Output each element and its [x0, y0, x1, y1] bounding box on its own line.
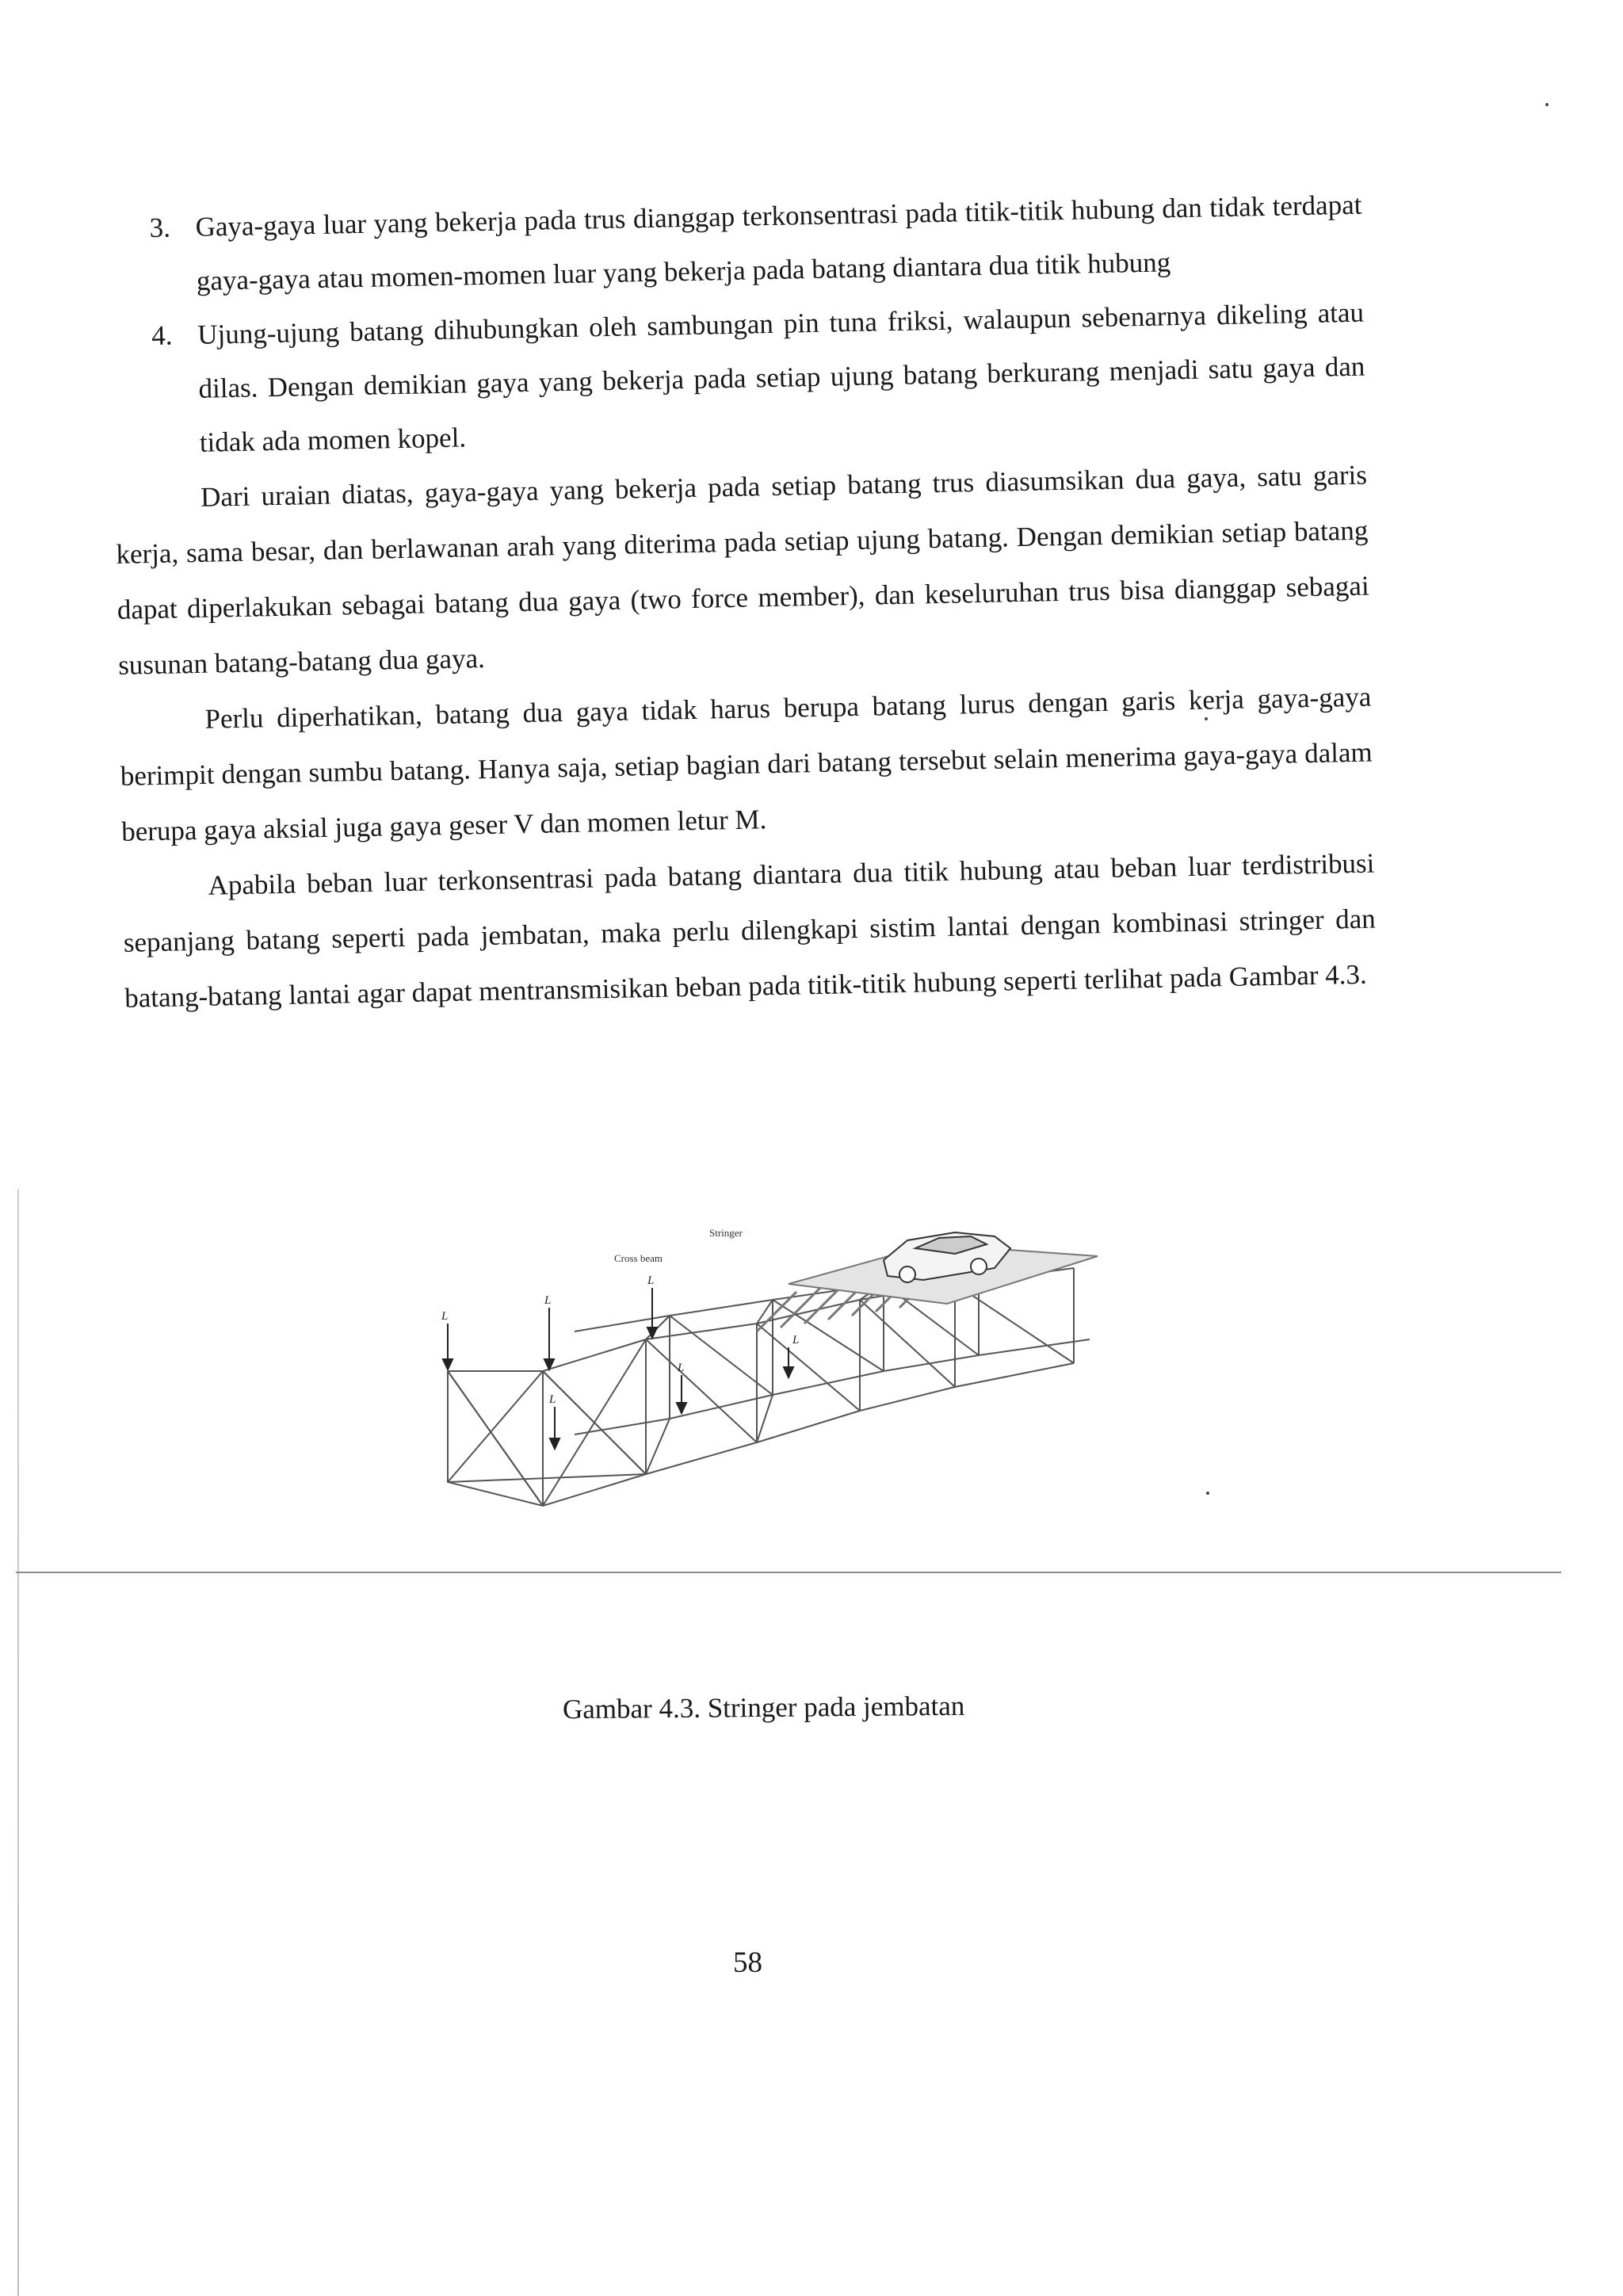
scan-edge [17, 1189, 19, 2296]
list-text: Ujung-ujung batang dihubungkan oleh sambungan pin tuna friksi, walaupun sebenarnya dikeling atau dilas. Dengan demikian gaya yang bekerja pada setiap ujung batang berkurang menjadi satu gaya dan tidak ada momen kopel. [197, 296, 1365, 458]
list-number: 4. [151, 319, 173, 352]
load-label: L [549, 1393, 556, 1406]
load-label: L [678, 1362, 685, 1374]
truss-bridge-illustration [440, 1213, 1161, 1688]
list-item [112, 286, 1367, 472]
paragraph: Apabila beban luar terkonsentrasi pada batang diantara dua titik hubung atau beban luar terdistribusi sepanjang batang seperti pada jembatan, maka perlu dilengkapi sistim lantai dengan kombinasi stringer dan batang-batang lantai agar dapat mentransmisikan beban pada titik-titik hubung seperti terlihat pada Gambar 4.3. [123, 847, 1377, 1014]
figure-caption: Gambar 4.3. Stringer pada jembatan [562, 1690, 965, 1725]
paragraph: Perlu diperhatikan, batang dua gaya tidak harus berupa batang lurus dengan garis kerja gaya-gaya berimpit dengan sumbu batang. Hanya saja, setiap bagian dari batang tersebut selain menerima gaya-gaya dalam berupa gaya aksial juga gaya geser V dan momen letur M. [120, 681, 1373, 847]
scan-speck [1206, 1492, 1209, 1495]
load-label: L [441, 1310, 449, 1323]
load-label: L [544, 1294, 552, 1307]
cross-beam-label: Cross beam [614, 1252, 663, 1264]
load-label: L [792, 1334, 800, 1347]
paragraph: Dari uraian diatas, gaya-gaya yang bekerja pada setiap batang trus diasumsikan dua gaya, satu garis kerja, sama besar, dan berlawanan arah yang diterima pada setiap ujung batang. Dengan demikian setiap batang dapat diperlakukan sebagai batang dua gaya (two force member), dan keseluruhan trus bisa dianggap sebagai susunan batang-batang dua gaya. [116, 459, 1369, 681]
stringer-label: Stringer [709, 1227, 743, 1239]
list-text: Gaya-gaya luar yang bekerja pada trus dianggap terkonsentrasi pada titik-titik hubung dan tidak terdapat gaya-gaya atau momen-momen luar yang bekerja pada batang diantara dua titik hubung [195, 189, 1362, 296]
load-label: L [647, 1274, 655, 1287]
page-number: 58 [733, 1946, 762, 1979]
list-number: 3. [149, 212, 171, 244]
bridge-figure [440, 1213, 1161, 1688]
scan-speck [1545, 103, 1549, 106]
page-body [109, 178, 1377, 1026]
